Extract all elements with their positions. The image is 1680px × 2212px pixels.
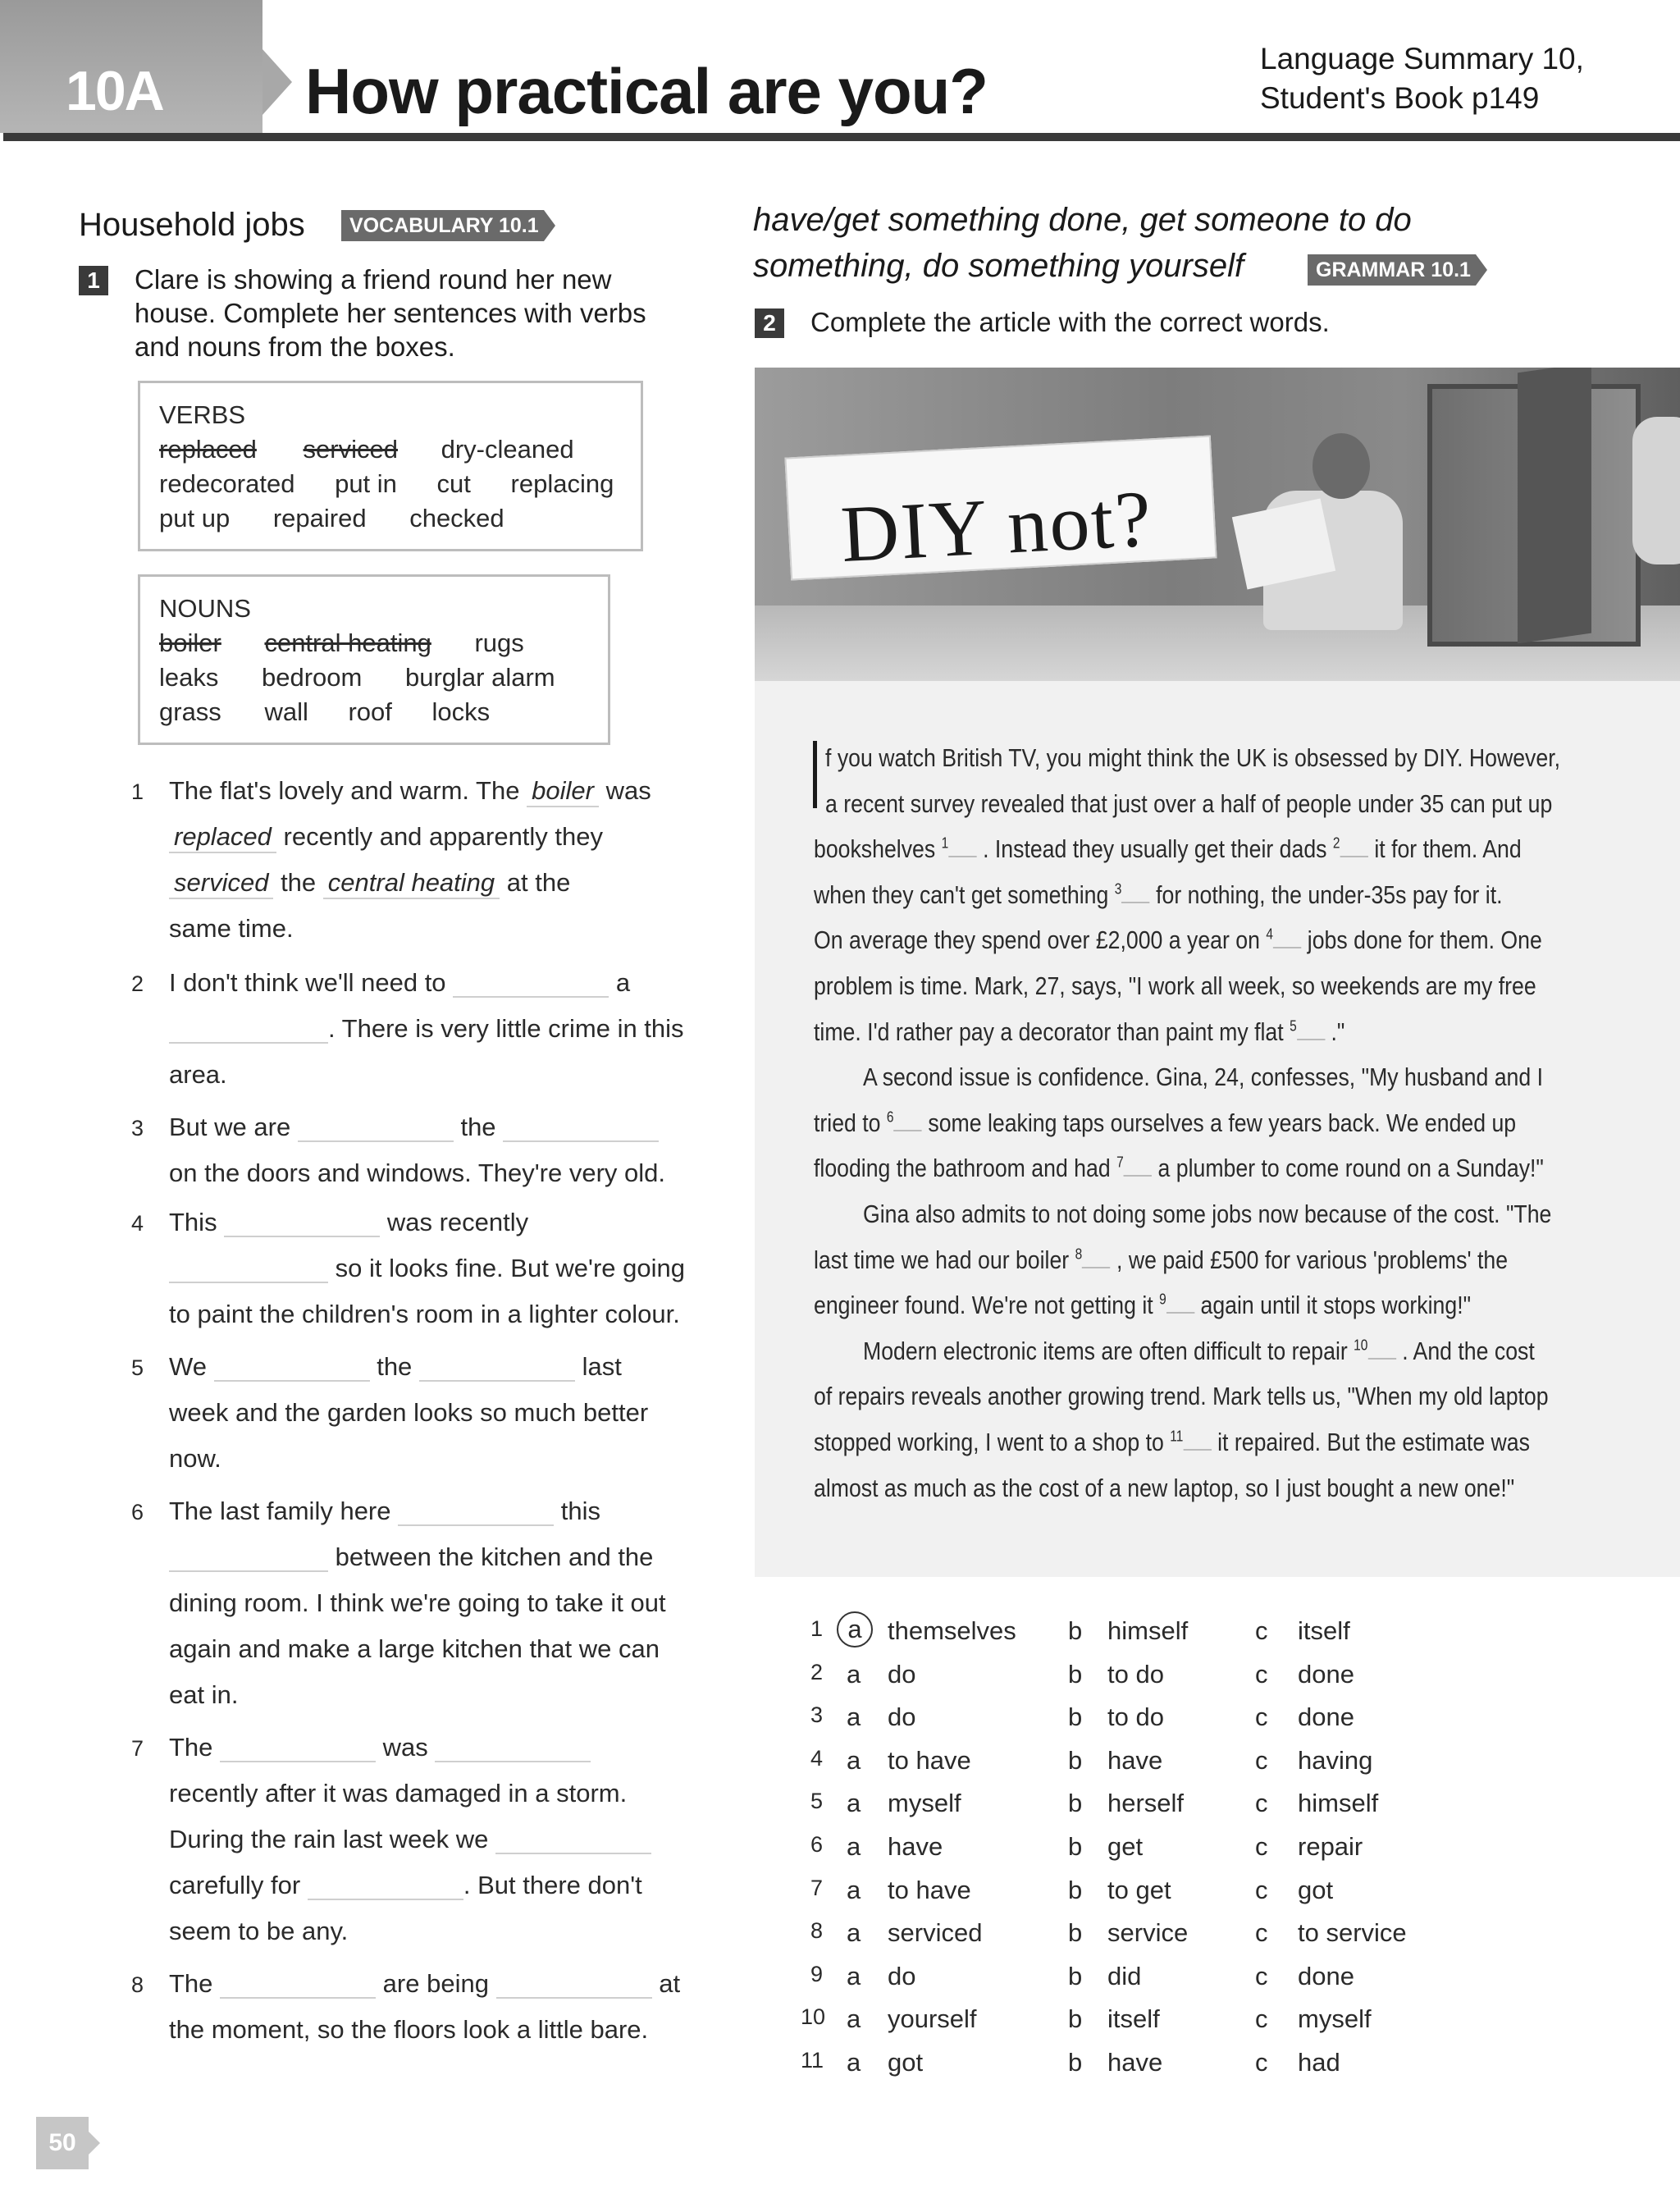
noun-word: wall: [264, 697, 308, 726]
item-line: again and make a large kitchen that we can: [169, 1634, 660, 1663]
answer-blank[interactable]: [496, 1974, 652, 1999]
option-a[interactable]: do: [888, 1961, 916, 1990]
item-number: 4: [131, 1211, 144, 1236]
article-line: [814, 1382, 1549, 1411]
drop-cap-i: [813, 741, 817, 808]
exercise-1-instructions: [135, 263, 646, 363]
article-title-sign: [784, 435, 1217, 580]
option-letter-c[interactable]: c: [1255, 1789, 1268, 1818]
answer-field[interactable]: serviced: [169, 868, 273, 899]
article-text: of repairs reveals another growing trend. Mark tells us, "When my old laptop: [814, 1382, 1549, 1411]
item-line: to paint the children's room in a lighter colour.: [169, 1300, 680, 1328]
article-line: [814, 1291, 1471, 1320]
item-text: The flat's lovely and warm. The: [169, 776, 520, 805]
gap-blank[interactable]: [1124, 1155, 1152, 1177]
item-text: at the: [506, 868, 571, 897]
article-text: . And the cost: [1402, 1336, 1535, 1365]
article-text: when they can't get something: [814, 880, 1109, 909]
option-letter-b[interactable]: b: [1068, 1702, 1083, 1732]
option-letter-c[interactable]: c: [1255, 1702, 1268, 1732]
exercise-1-number: 1: [79, 266, 108, 295]
article-text: Gina also admits to not doing some jobs now because of the cost. "The: [863, 1200, 1552, 1228]
grammar-title-line-2: something, do something yourself: [753, 248, 1244, 284]
article-text: problem is time. Mark, 27, says, "I work all week, so weekends are my free: [814, 971, 1536, 1000]
grammar-tag: GRAMMAR 10.1: [1308, 254, 1476, 286]
verb-word: put in: [335, 469, 397, 498]
article-text: a plumber to come round on a Sunday!": [1157, 1154, 1544, 1183]
item-text: was: [382, 1733, 428, 1762]
item-line: [169, 1871, 642, 1900]
verb-word: serviced: [303, 435, 398, 464]
nouns-row-1: [159, 628, 524, 658]
item-text: The last family here: [169, 1497, 391, 1525]
article-text: On average they spend over £2,000 a year on: [814, 925, 1260, 955]
instruction-line: and nouns from the boxes.: [135, 331, 455, 362]
gap-number: 1: [941, 834, 949, 852]
option-a[interactable]: have: [888, 1832, 943, 1861]
item-number: 6: [131, 1500, 144, 1524]
gap-blank[interactable]: [1273, 927, 1301, 948]
article-text: again until it stops working!": [1200, 1291, 1472, 1320]
article-text: f you watch British TV, you might think the UK is obsessed by DIY. However,: [825, 743, 1561, 772]
option-b[interactable]: to get: [1107, 1875, 1171, 1904]
option-a[interactable]: to have: [888, 1745, 971, 1775]
verb-word: replaced: [159, 435, 257, 464]
option-a[interactable]: myself: [888, 1789, 961, 1818]
article-text: stopped working, I went to a shop to: [814, 1428, 1164, 1456]
option-a[interactable]: do: [888, 1659, 916, 1689]
option-c[interactable]: done: [1298, 1659, 1354, 1689]
item-line: seem to be any.: [169, 1917, 349, 1945]
option-number: 11: [801, 2048, 824, 2073]
item-text: this: [560, 1497, 600, 1525]
article-text: time. I'd rather pay a decorator than paint my flat: [814, 1017, 1284, 1046]
option-c[interactable]: had: [1298, 2048, 1340, 2077]
option-number: 6: [810, 1832, 824, 1857]
option-number: 7: [810, 1875, 824, 1900]
option-a[interactable]: themselves: [888, 1616, 1016, 1645]
item-number: 5: [131, 1355, 144, 1380]
article-line: [814, 880, 1503, 910]
item-text: . There is very little crime in this: [328, 1014, 684, 1043]
option-b[interactable]: service: [1107, 1918, 1189, 1948]
item-text: We: [169, 1352, 207, 1381]
item-text: I don't think we'll need to: [169, 968, 446, 997]
gap-number: 6: [886, 1108, 894, 1126]
option-a[interactable]: do: [888, 1702, 916, 1732]
option-b[interactable]: have: [1107, 2048, 1163, 2077]
item-text: recently and apparently they: [283, 822, 604, 851]
article-text: tried to: [814, 1108, 881, 1137]
article-line: [825, 743, 1560, 773]
verb-word: checked: [409, 504, 504, 532]
item-line: eat in.: [169, 1680, 239, 1709]
option-a[interactable]: serviced: [888, 1918, 983, 1948]
article-line: [814, 1017, 1344, 1047]
article-text: flooding the bathroom and had: [814, 1154, 1111, 1183]
option-letter-b[interactable]: b: [1068, 2048, 1083, 2077]
item-line: [169, 1208, 528, 1237]
noun-word: rugs: [474, 628, 524, 657]
option-b[interactable]: have: [1107, 1745, 1163, 1775]
article-text: . Instead they usually get their dads: [983, 834, 1327, 864]
gap-blank[interactable]: [1166, 1292, 1194, 1314]
answer-blank[interactable]: [169, 1019, 328, 1044]
item-text: the: [377, 1352, 413, 1381]
article-line: [814, 1108, 1516, 1138]
option-letter-b[interactable]: b: [1068, 2004, 1083, 2034]
option-c[interactable]: having: [1298, 1745, 1373, 1775]
item-line: same time.: [169, 914, 294, 943]
verb-word: put up: [159, 504, 231, 532]
option-a[interactable]: got: [888, 2048, 924, 2077]
article-line: [863, 1200, 1551, 1229]
option-letter-c[interactable]: c: [1255, 1832, 1268, 1861]
verb-word: cut: [436, 469, 471, 498]
reference-line-1: Language Summary 10,: [1260, 42, 1584, 75]
option-c[interactable]: myself: [1298, 2004, 1372, 2034]
article-text: jobs done for them. One: [1307, 925, 1542, 955]
option-letter-c[interactable]: c: [1255, 1616, 1268, 1645]
option-a[interactable]: to have: [888, 1875, 971, 1904]
item-number: 2: [131, 971, 144, 996]
item-line: [169, 1969, 680, 1999]
gap-blank[interactable]: [894, 1110, 922, 1131]
verb-word: redecorated: [159, 469, 295, 498]
answer-field[interactable]: replaced: [169, 822, 276, 853]
gap-number: 11: [1170, 1428, 1184, 1445]
unit-tag: 10A: [66, 60, 163, 122]
option-c[interactable]: itself: [1298, 1616, 1350, 1645]
article-title: DIY not?: [838, 474, 1155, 580]
gap-number: 4: [1266, 926, 1273, 944]
answer-blank[interactable]: [435, 1738, 591, 1762]
noun-word: leaks: [159, 663, 219, 692]
answer-blank[interactable]: [224, 1213, 380, 1237]
article-text: some leaking taps ourselves a few years back. We ended up: [928, 1108, 1517, 1137]
gap-number: 8: [1075, 1245, 1083, 1263]
item-line: [169, 1014, 684, 1044]
option-number: 9: [810, 1961, 824, 1986]
option-letter-a[interactable]: a: [847, 1832, 861, 1861]
item-line: [169, 1254, 685, 1283]
option-letter-c[interactable]: c: [1255, 1961, 1268, 1990]
reference-line-2: Student's Book p149: [1260, 81, 1540, 115]
verb-word: repaired: [272, 504, 367, 532]
option-letter-a[interactable]: a: [837, 1611, 873, 1648]
header-arrow-icon: [262, 49, 292, 115]
article-photo: [755, 368, 1680, 681]
option-letter-c[interactable]: c: [1255, 2004, 1268, 2034]
answer-blank[interactable]: [503, 1117, 659, 1142]
item-line: area.: [169, 1060, 227, 1089]
option-letter-a[interactable]: a: [847, 1702, 861, 1732]
article-text: .": [1331, 1017, 1345, 1046]
option-letter-c[interactable]: c: [1255, 2048, 1268, 2077]
option-letter-a[interactable]: a: [847, 1789, 861, 1818]
item-line: [169, 868, 570, 899]
gap-number: 9: [1159, 1291, 1166, 1308]
article-text: a recent survey revealed that just over a half of people under 35 can put up: [825, 788, 1553, 818]
page-number: 50: [36, 2117, 89, 2169]
option-number: 4: [810, 1745, 824, 1771]
item-number: 3: [131, 1116, 144, 1140]
option-letter-b[interactable]: b: [1068, 1616, 1083, 1645]
noun-word: boiler: [159, 628, 221, 657]
gap-blank[interactable]: [1082, 1247, 1110, 1268]
option-c[interactable]: repair: [1298, 1832, 1363, 1861]
answer-blank[interactable]: [398, 1501, 554, 1526]
item-text: was recently: [386, 1208, 529, 1236]
header-rule: [3, 133, 1680, 141]
section-title-household-jobs: Household jobs: [79, 207, 305, 243]
article-line: [814, 925, 1542, 955]
option-b[interactable]: to do: [1107, 1659, 1164, 1689]
vocabulary-tag: VOCABULARY 10.1: [341, 210, 544, 241]
verbs-heading: VERBS: [159, 400, 246, 429]
answer-blank[interactable]: [298, 1117, 454, 1142]
verbs-row-3: [159, 504, 504, 533]
gap-blank[interactable]: [1367, 1338, 1395, 1360]
item-text: the: [460, 1113, 496, 1141]
option-letter-b[interactable]: b: [1068, 1745, 1083, 1775]
option-letter-b[interactable]: b: [1068, 1832, 1083, 1861]
exercise-2-number: 2: [755, 308, 784, 338]
item-text: the: [281, 868, 317, 897]
photo-man-head: [1312, 433, 1370, 499]
option-letter-c[interactable]: c: [1255, 1659, 1268, 1689]
nouns-row-3: [159, 697, 490, 727]
answer-blank[interactable]: [220, 1974, 376, 1999]
nouns-row-2: [159, 663, 555, 692]
option-number: 10: [801, 2004, 826, 2030]
exercise-2-instructions: Complete the article with the correct words.: [810, 307, 1330, 337]
answer-blank[interactable]: [495, 1830, 651, 1854]
answer-field[interactable]: central heating: [323, 868, 500, 899]
instruction-line: Clare is showing a friend round her new: [135, 264, 612, 295]
option-letter-c[interactable]: c: [1255, 1918, 1268, 1948]
nouns-heading: NOUNS: [159, 594, 251, 623]
answer-blank[interactable]: [169, 1259, 328, 1283]
answer-blank[interactable]: [453, 973, 609, 998]
article-line: [863, 1063, 1543, 1092]
item-text: between the kitchen and the: [335, 1542, 654, 1571]
option-letter-b[interactable]: b: [1068, 1875, 1083, 1904]
item-text: was: [605, 776, 651, 805]
gap-number: 7: [1116, 1154, 1124, 1172]
option-letter-a[interactable]: a: [847, 1745, 861, 1775]
noun-word: bedroom: [262, 663, 363, 692]
option-number: 2: [810, 1659, 824, 1684]
item-line: on the doors and windows. They're very old.: [169, 1159, 666, 1187]
verbs-row-2: [159, 469, 614, 499]
article-text: it repaired. But the estimate was: [1217, 1428, 1530, 1456]
article-line: [825, 789, 1552, 819]
gap-blank[interactable]: [1183, 1429, 1211, 1451]
item-line: [169, 1542, 653, 1572]
option-letter-b[interactable]: b: [1068, 1961, 1083, 1990]
answer-blank[interactable]: [419, 1357, 575, 1382]
option-number: 5: [810, 1789, 824, 1814]
item-text: are being: [382, 1969, 489, 1998]
article-line: [863, 1337, 1535, 1366]
item-line: now.: [169, 1444, 221, 1473]
option-b[interactable]: to do: [1107, 1702, 1164, 1732]
item-text: carefully for: [169, 1871, 301, 1899]
gap-blank[interactable]: [1297, 1019, 1325, 1040]
item-text: During the rain last week we: [169, 1825, 489, 1853]
item-number: 8: [131, 1972, 144, 1997]
verb-word: dry-cleaned: [441, 435, 574, 464]
item-text: so it looks fine. But we're going: [335, 1254, 685, 1282]
item-text: The: [169, 1969, 213, 1998]
photo-wardrobe-door: [1518, 368, 1591, 643]
article-line: [814, 971, 1536, 1001]
option-b[interactable]: herself: [1107, 1789, 1185, 1818]
answer-blank[interactable]: [214, 1357, 370, 1382]
article-text: almost as much as the cost of a new laptop, so I just bought a new one!": [814, 1473, 1515, 1502]
noun-word: central heating: [264, 628, 431, 657]
item-line: [169, 776, 651, 807]
article-text: last time we had our boiler: [814, 1245, 1070, 1274]
gap-number: 10: [1354, 1337, 1368, 1354]
instruction-line: house. Complete her sentences with verbs: [135, 298, 646, 328]
answer-blank[interactable]: [220, 1738, 376, 1762]
gap-number: 2: [1332, 834, 1340, 852]
answer-field[interactable]: boiler: [527, 776, 599, 807]
article-text: bookshelves: [814, 834, 936, 864]
item-line: the moment, so the floors look a little bare.: [169, 2015, 649, 2044]
verbs-row-1: [159, 435, 574, 464]
item-line: [169, 1733, 591, 1762]
option-c[interactable]: done: [1298, 1702, 1354, 1732]
item-line: week and the garden looks so much better: [169, 1398, 649, 1427]
option-c[interactable]: got: [1298, 1875, 1334, 1904]
item-line: [169, 1825, 651, 1854]
article-line: [814, 1245, 1508, 1275]
option-b[interactable]: himself: [1107, 1616, 1189, 1645]
answer-blank[interactable]: [308, 1876, 463, 1900]
noun-word: grass: [159, 697, 221, 726]
page-header: [0, 0, 1680, 141]
article-line: [814, 1428, 1530, 1457]
item-line: [169, 968, 630, 998]
option-number: 1: [810, 1616, 824, 1641]
article-text: , we paid £500 for various 'problems' the: [1116, 1245, 1509, 1274]
item-text: But we are: [169, 1113, 291, 1141]
option-letter-a[interactable]: a: [847, 2048, 861, 2077]
article-text: for nothing, the under-35s pay for it.: [1156, 880, 1503, 909]
option-letter-a[interactable]: a: [847, 2004, 861, 2034]
article-text: it for them. And: [1374, 834, 1522, 864]
item-number: 7: [131, 1736, 144, 1761]
item-text: This: [169, 1208, 217, 1236]
article-text: engineer found. We're not getting it: [814, 1291, 1153, 1320]
noun-word: burglar alarm: [404, 663, 555, 692]
answer-blank[interactable]: [169, 1547, 328, 1572]
option-b[interactable]: itself: [1107, 2004, 1160, 2034]
gap-blank[interactable]: [948, 836, 976, 857]
item-line: [169, 1113, 659, 1142]
article-text: A second issue is confidence. Gina, 24, confesses, "My husband and I: [863, 1063, 1544, 1092]
option-letter-a[interactable]: a: [847, 1961, 861, 1990]
reference-note: [1260, 39, 1584, 118]
option-letter-b[interactable]: b: [1068, 1789, 1083, 1818]
gap-number: 3: [1114, 880, 1122, 898]
gap-blank[interactable]: [1121, 882, 1149, 903]
option-letter-a[interactable]: a: [847, 1918, 861, 1948]
noun-word: locks: [431, 697, 491, 726]
item-text: . But there don't: [463, 1871, 642, 1899]
option-number: 3: [810, 1702, 824, 1728]
option-letter-a[interactable]: a: [847, 1659, 861, 1689]
verb-word: replacing: [510, 469, 614, 498]
item-text: a: [615, 968, 631, 997]
page-title: How practical are you?: [305, 55, 988, 127]
article-text: Modern electronic items are often difficult to repair: [863, 1336, 1348, 1365]
option-letter-b[interactable]: b: [1068, 1918, 1083, 1948]
option-b[interactable]: did: [1107, 1961, 1142, 1990]
item-line: [169, 822, 603, 853]
option-c[interactable]: done: [1298, 1961, 1354, 1990]
photo-sofa: [1632, 417, 1680, 564]
option-b[interactable]: get: [1107, 1832, 1144, 1861]
option-c[interactable]: himself: [1298, 1789, 1379, 1818]
item-number: 1: [131, 779, 144, 804]
noun-word: roof: [348, 697, 392, 726]
item-line: [169, 1352, 622, 1382]
item-line: dining room. I think we're going to take it out: [169, 1588, 666, 1617]
gap-number: 5: [1290, 1017, 1297, 1035]
item-line: recently after it was damaged in a storm.: [169, 1779, 628, 1808]
option-letter-c[interactable]: c: [1255, 1875, 1268, 1904]
grammar-title-line-1: have/get something done, get someone to do: [753, 202, 1412, 238]
option-letter-a[interactable]: a: [847, 1875, 861, 1904]
item-text: last: [582, 1352, 622, 1381]
item-line: [169, 1497, 600, 1526]
option-number: 8: [810, 1918, 824, 1944]
option-letter-b[interactable]: b: [1068, 1659, 1083, 1689]
article-line: [814, 1474, 1514, 1503]
gap-blank[interactable]: [1340, 836, 1368, 857]
option-a[interactable]: yourself: [888, 2004, 977, 2034]
item-text: at: [659, 1969, 681, 1998]
item-text: The: [169, 1733, 213, 1762]
article-line: [814, 834, 1522, 864]
article-line: [814, 1154, 1544, 1183]
option-c[interactable]: to service: [1298, 1918, 1407, 1948]
option-letter-c[interactable]: c: [1255, 1745, 1268, 1775]
